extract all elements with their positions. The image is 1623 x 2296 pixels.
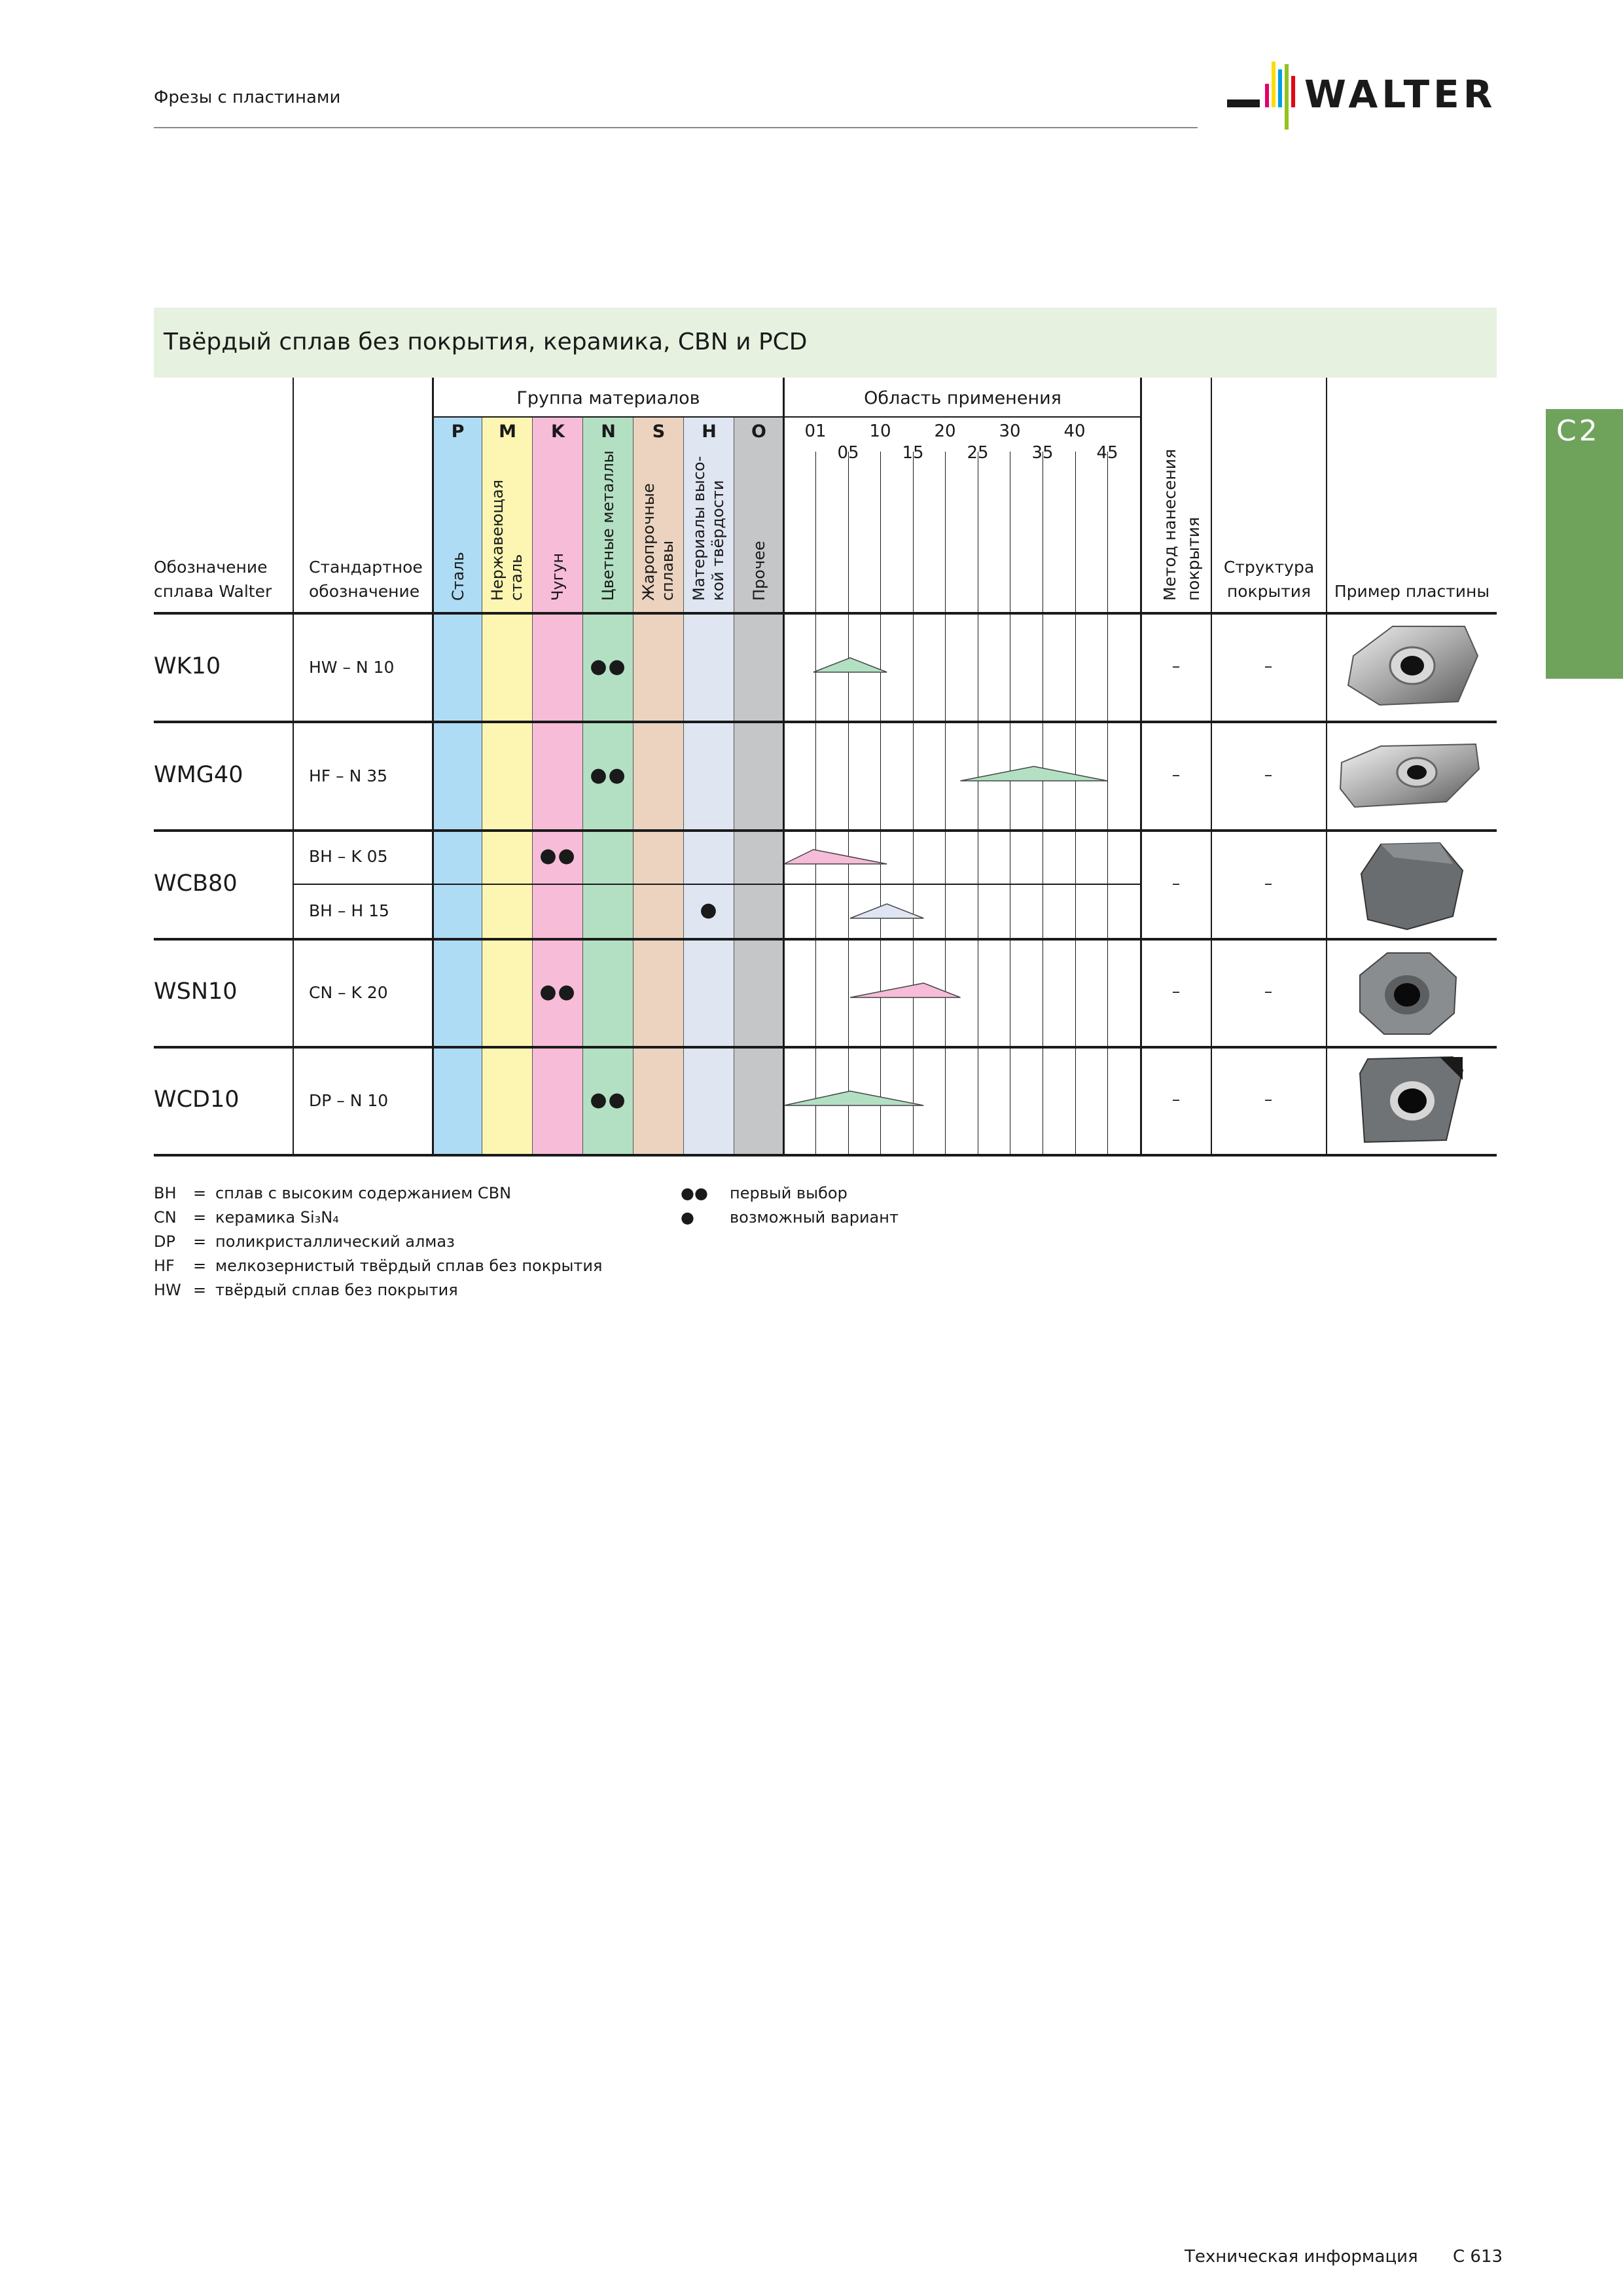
coating-structure-value: – <box>1264 656 1273 675</box>
scale-label: 10 <box>869 422 891 441</box>
abbreviation-legend <box>154 1181 602 1302</box>
standard-designation: BH – H 15 <box>309 901 389 920</box>
application-range-wk10 <box>813 658 887 672</box>
grade-code: WCD10 <box>154 1086 240 1113</box>
application-range-wmg40 <box>960 766 1107 781</box>
section-tab-label: C2 <box>1556 414 1600 448</box>
scale-label: 45 <box>1096 443 1118 463</box>
group-letter-o: O <box>751 422 766 442</box>
coating-method-value: – <box>1171 874 1181 893</box>
header-insert-example: Пример пластины <box>1334 582 1490 601</box>
scale-label: 35 <box>1031 443 1054 463</box>
grade-code: WCB80 <box>154 870 238 897</box>
insert-image-wk10 <box>1340 617 1484 715</box>
scale-label: 30 <box>999 422 1021 441</box>
first-choice-mark: ●● <box>590 1088 627 1111</box>
grade-code: WSN10 <box>154 978 238 1005</box>
header-standard-designation: Стандартное обозначение <box>309 558 423 601</box>
grade-code: WMG40 <box>154 762 243 788</box>
standard-designation: DP – N 10 <box>309 1091 389 1110</box>
page-header-title: Фрезы с пластинами <box>154 88 341 107</box>
coating-method-value: – <box>1171 765 1181 784</box>
coating-structure-value: – <box>1264 765 1273 784</box>
coating-method-value: – <box>1171 656 1181 675</box>
grade-code: WK10 <box>154 653 221 679</box>
group-letter-k: K <box>551 422 565 442</box>
group-letter-s: S <box>652 422 666 442</box>
first-choice-mark: ●● <box>590 655 627 678</box>
legend-entry: BH = сплав с высоким содержанием CBN <box>154 1184 512 1202</box>
coating-method-value: – <box>1171 982 1181 1001</box>
application-range-wcb80 <box>784 850 887 864</box>
group-letter-h: H <box>702 422 717 442</box>
coating-structure-value: – <box>1264 982 1273 1001</box>
scale-label: 20 <box>934 422 956 441</box>
coating-structure-value: – <box>1264 874 1273 893</box>
header-coating-method: Метод нанесения покрытия <box>1160 448 1203 601</box>
insert-image-wmg40 <box>1335 736 1486 815</box>
svg-text:WALTER: WALTER <box>1304 72 1497 117</box>
application-range-wsn10 <box>850 983 960 997</box>
group-letter-p: P <box>451 422 465 442</box>
insert-image-wsn10 <box>1355 948 1459 1039</box>
coating-method-value: – <box>1171 1090 1181 1109</box>
scale-label: 05 <box>837 443 859 463</box>
standard-designation: BH – K 05 <box>309 847 388 866</box>
standard-designation: CN – K 20 <box>309 983 388 1002</box>
banner-title: Твёрдый сплав без покрытия, керамика, CBN и PCD <box>164 329 808 355</box>
insert-image-wcb80 <box>1355 838 1466 933</box>
group-name-n: Цветные металлы <box>599 450 617 601</box>
group-name-m: Нержавеющая сталь <box>488 479 526 601</box>
standard-designation: HW – N 10 <box>309 658 395 677</box>
scale-label: 01 <box>804 422 827 441</box>
group-name-s: Жаропрочные сплавы <box>639 483 677 601</box>
scale-label: 40 <box>1063 422 1086 441</box>
insert-image-wcd10 <box>1355 1054 1466 1145</box>
legend-entry: DP = поликристаллический алмаз <box>154 1232 455 1251</box>
group-letter-m: M <box>499 422 516 442</box>
material-group-title: Группа материалов <box>516 388 700 408</box>
group-name-k: Чугун <box>548 552 567 601</box>
standard-designation: HF – N 35 <box>309 766 388 785</box>
first-choice-mark: ●● <box>539 844 577 867</box>
first-choice-mark: ●● <box>590 764 627 787</box>
legend-entry: ● возможный вариант <box>681 1208 899 1227</box>
application-range-wcd10 <box>784 1091 923 1105</box>
header-coating-structure: Структура покрытия <box>1223 558 1315 601</box>
footer-page-number: C 613 <box>1453 2247 1503 2267</box>
scale-label: 25 <box>967 443 989 463</box>
group-name-p: Сталь <box>449 552 467 601</box>
header-walter-grade: Обозначение сплава Walter <box>154 558 272 601</box>
group-name-o: Прочее <box>750 541 768 601</box>
scale-label: 15 <box>902 443 924 463</box>
footer-section: Техническая информация <box>1185 2247 1418 2267</box>
mark-legend <box>681 1181 899 1230</box>
legend-entry: ●● первый выбор <box>681 1184 847 1202</box>
application-range-wcb80 <box>850 904 923 918</box>
group-name-h: Материалы высо- кой твёрдости <box>690 456 727 601</box>
legend-entry: HF = мелкозернистый твёрдый сплав без покрытия <box>154 1257 603 1275</box>
first-choice-mark: ●● <box>539 980 577 1003</box>
coating-structure-value: – <box>1264 1090 1273 1109</box>
application-area-title: Область применения <box>864 388 1061 408</box>
possible-variant-mark: ● <box>700 899 719 922</box>
legend-entry: HW = твёрдый сплав без покрытия <box>154 1281 458 1299</box>
legend-entry: CN = керамика Si₃N₄ <box>154 1208 339 1227</box>
group-letter-n: N <box>601 422 616 442</box>
